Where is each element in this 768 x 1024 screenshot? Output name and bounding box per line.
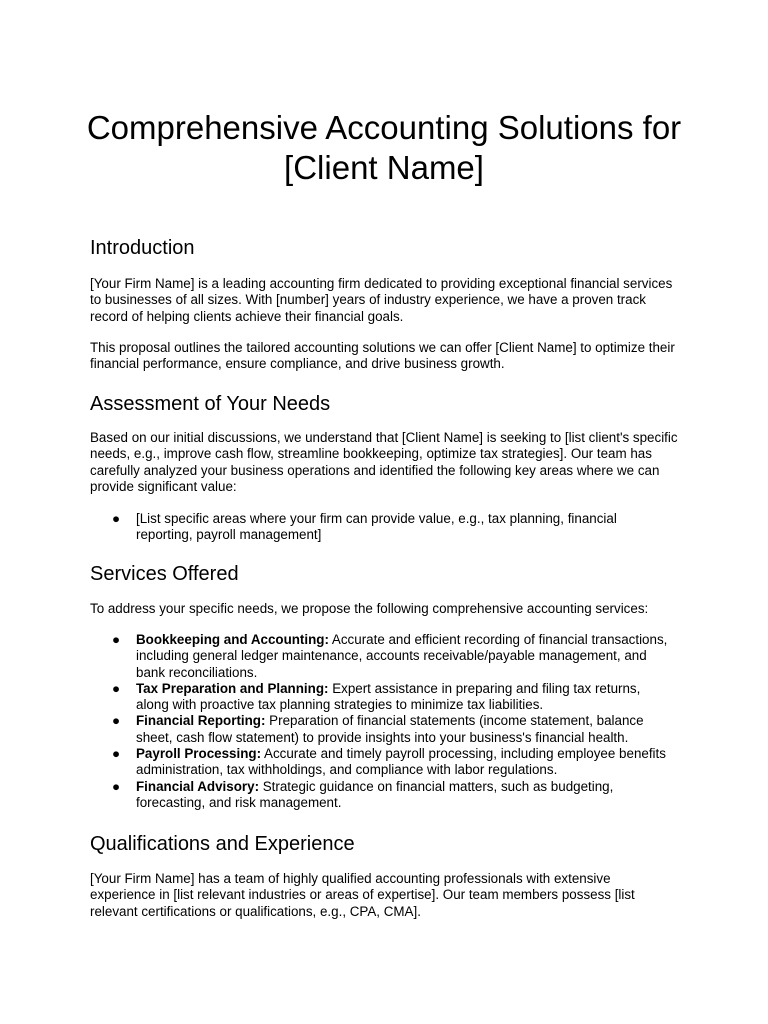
- list-item: [112, 681, 672, 714]
- service-name: Financial Advisory:: [136, 778, 260, 794]
- list-item: [112, 713, 672, 746]
- services-list: [112, 632, 672, 811]
- list-item-text: [List specific areas where your firm can provide value, e.g., tax planning, financial reporting, payroll management]: [136, 511, 617, 543]
- service-description: Accurate and timely payroll processing, including employee benefits administration, tax withholdings, and compliance with labor regulations.: [136, 746, 666, 778]
- introduction-paragraph-1: [Your Firm Name] is a leading accounting firm dedicated to providing exceptional financial services to businesses of all sizes. With [number] years of industry experience, we have a proven track record of helping clients achieve their financial goals.: [90, 276, 673, 324]
- qualifications-paragraph: [Your Firm Name] has a team of highly qualified accounting professionals with extensive experience in [list relevant industries or areas of expertise]. Our team members possess [list relevant certifications or qualifications, e.g., CPA, CMA].: [90, 871, 635, 919]
- service-description: Accurate and efficient recording of financial transactions, including general ledger maintenance, accounts receivable/payable management, and bank reconciliations.: [136, 632, 668, 680]
- heading-assessment: Assessment of Your Needs: [90, 393, 331, 415]
- bullet-icon: ●: [112, 778, 121, 794]
- list-item: [112, 746, 672, 779]
- service-name: Tax Preparation and Planning:: [136, 680, 329, 696]
- bullet-icon: ●: [112, 680, 121, 696]
- service-name: Bookkeeping and Accounting:: [136, 632, 329, 647]
- service-name: Payroll Processing:: [136, 746, 262, 762]
- bullet-icon: ●: [112, 632, 121, 647]
- heading-services: Services Offered: [90, 563, 239, 585]
- services-intro: To address your specific needs, we propose the following comprehensive accounting services:: [90, 601, 649, 616]
- list-item: [112, 511, 672, 544]
- bullet-icon: ●: [112, 713, 121, 729]
- service-description: Preparation of financial statements (income statement, balance sheet, cash flow statement) to provide insights into your business's financial health.: [136, 713, 644, 745]
- bullet-icon: ●: [112, 511, 121, 526]
- service-description: Expert assistance in preparing and filing tax returns, along with proactive tax planning strategies to minimize tax liabilities.: [136, 680, 641, 713]
- list-item: [112, 779, 672, 812]
- assessment-list: [112, 511, 672, 544]
- service-description: Strategic guidance on financial matters, such as budgeting, forecasting, and risk management.: [136, 778, 614, 810]
- service-name: Financial Reporting:: [136, 713, 266, 729]
- document-title: Comprehensive Accounting Solutions for [Client Name]: [86, 109, 682, 186]
- heading-qualifications: Qualifications and Experience: [90, 833, 355, 855]
- heading-introduction: Introduction: [90, 237, 195, 259]
- list-item: [112, 632, 672, 681]
- bullet-icon: ●: [112, 746, 121, 762]
- assessment-paragraph: Based on our initial discussions, we understand that [Client Name] is seeking to [list client's specific needs, e.g., improve cash flow, streamline bookkeeping, optimize tax strategies]. Our team has carefully analyzed your business operations and identified the following key areas where we can provide significant value:: [90, 430, 678, 494]
- introduction-paragraph-2: This proposal outlines the tailored accounting solutions we can offer [Client Name] to optimize their financial performance, ensure compliance, and drive business growth.: [90, 340, 675, 372]
